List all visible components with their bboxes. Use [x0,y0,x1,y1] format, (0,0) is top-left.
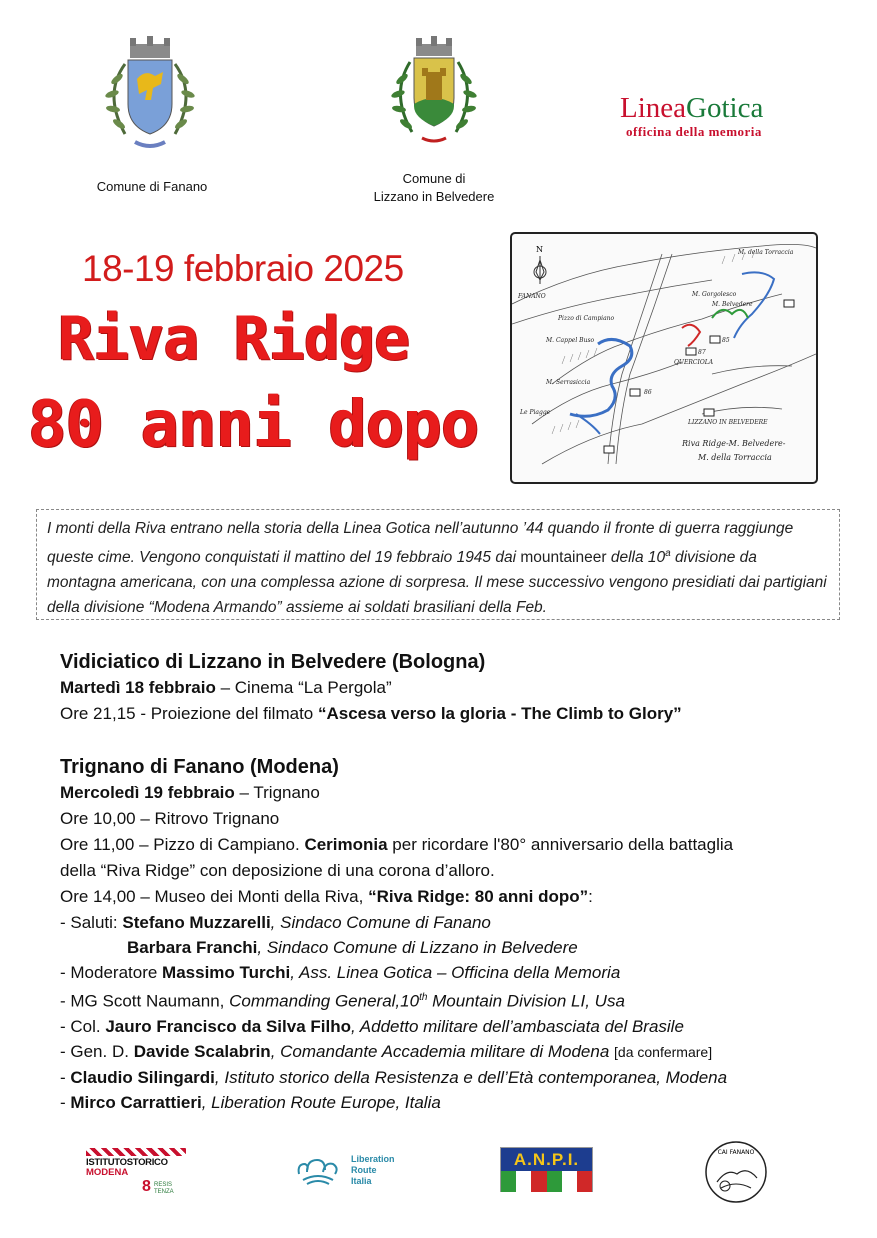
anpi-flag [501,1171,592,1192]
speaker-4-role-b: Mountain Division LI, Usa [427,991,625,1011]
eighty-mark: 8 [142,1178,151,1195]
linea-gotica-title [620,92,790,124]
liberation-route-logo [293,1152,413,1192]
day2-section [60,754,840,1115]
istituto-line1: ISTITUTOSTORICO [86,1157,168,1168]
speaker-1 [60,910,840,935]
speaker-8-name: Mirco Carrattieri [70,1092,202,1112]
intro-mountaineer: mountaineer [520,549,607,567]
day1-date-bold: Martedì 18 febbraio [60,678,216,697]
day2-ceremony [60,832,840,858]
day1-section [60,649,840,727]
speaker-1-role: , Sindaco Comune di Fanano [270,913,491,932]
speaker-1-prefix: - Saluti: [60,913,123,932]
linea-gotica-title-b: Gotica [686,92,764,124]
map-label-querciola: QUERCIOLA [674,359,714,366]
speaker-6 [60,1039,840,1065]
day2-date-bold: Mercoledì 19 febbraio [60,783,235,802]
day2-ceremony-c: per ricordare l'80° anniversario della battaglia [387,835,734,854]
anpi-logo [500,1147,593,1192]
speaker-3-name: Massimo Turchi [162,963,291,982]
speaker-2-name: Barbara Franchi [127,938,258,957]
liberation-route-icon [293,1152,343,1188]
speaker-6-prefix: - Gen. D. [60,1041,134,1061]
liberation-line1: Liberation [351,1154,395,1164]
speaker-7-role: , Istituto storico della Resistenza e dell’Età contemporanea, Modena [214,1067,728,1087]
day1-heading: Vidiciatico di Lizzano in Belvedere (Bologna) [60,651,486,673]
resistenza-text: RESIS TENZA [154,1182,174,1195]
map-label-pizzo: Pizzo di Campiano [558,315,615,322]
map-label-serrasiccia: M. Serrasiccia [546,379,591,386]
anpi-text: A.N.P.I. [501,1148,592,1171]
event-dates: 18-19 febbraio 2025 [82,248,404,289]
day2-date-rest: – Trignano [234,783,320,802]
speaker-3 [60,960,840,985]
map-caption-line2: M. della Torraccia [698,453,772,462]
map-label-cappel: M. Cappel Buso [546,337,595,344]
speaker-5-role: , Addetto militare dell’ambasciata del Brasile [350,1016,684,1036]
map-north-label: N [536,245,543,254]
cai-fanano-logo [703,1138,769,1206]
speaker-4-role-a: Commanding General,10 [229,991,420,1011]
map-label-gorgolesco: M. Gorgolesco [692,291,737,298]
day1-time-text: Ore 21,15 - Proiezione del filmato [60,704,318,723]
speaker-1-name: Stefano Muzzarelli [122,913,271,932]
day2-museum-c: : [588,887,593,906]
speaker-2 [60,935,840,960]
fanano-coat-of-arms [95,34,205,159]
speaker-3-role: , Ass. Linea Gotica – Officina della Memoria [290,963,621,982]
day1-film: “Ascesa verso la gloria - The Climb to Glory” [317,704,682,723]
map-unit-86: 86 [644,389,652,396]
compass-icon [534,256,546,284]
event-title-line2: 80 anni dopo [28,388,479,462]
map-caption-line1: Riva Ridge-M. Belvedere- [682,439,786,448]
map-label-belvedere: M. Belvedere [712,301,753,308]
intro-part3: della 10 [606,549,666,567]
liberation-line2: Route [351,1165,377,1175]
speaker-3-prefix: - Moderatore [60,963,163,982]
speaker-6-role: , Comandante Accademia militare di Modena [270,1041,615,1061]
speaker-8-role: , Liberation Route Europe, Italia [201,1092,441,1112]
liberation-line3: Italia [351,1176,372,1186]
speaker-7-prefix: - [60,1067,71,1087]
speaker-8-prefix: - [60,1092,71,1112]
day2-ceremony-b: Cerimonia [304,835,388,854]
day2-museum-a: Ore 14,00 – Museo dei Monti della Riva, [60,887,369,906]
speaker-8 [60,1090,840,1115]
linea-gotica-logo [620,92,790,140]
istituto-stripe [86,1148,186,1156]
speaker-6-name: Davide Scalabrin [133,1041,271,1061]
day2-ceremony-a: Ore 11,00 – Pizzo di Campiano. [60,835,305,854]
intro-part1: I monti della Riva entrano nella storia della Linea Gotica nell’autunno ’44 quando il fronte di guerra raggiunge queste cime. Vengono conquistati il mattino del 19 febbraio 1945 dai [47,520,794,567]
day1-time [60,701,840,727]
day2-ritrovo: Ore 10,00 – Ritrovo Trignano [60,809,280,828]
battle-map-drawing [512,234,816,482]
fanano-caption: Comune di Fanano [96,179,208,194]
lizzano-caption-line1: Comune di [402,171,466,186]
day2-ceremony-cont: della “Riva Ridge” con deposizione di una corona d’alloro. [60,861,495,880]
speaker-2-role: , Sindaco Comune di Lizzano in Belvedere [257,938,578,957]
day2-heading: Trignano di Fanano (Modena) [60,756,339,778]
speaker-4-sup: th [419,992,428,1003]
cai-text: CAI FANANO [717,1149,755,1156]
day2-museum [60,884,840,910]
speaker-5-name: Jauro Francisco da Silva Filho [105,1016,351,1036]
speaker-5-prefix: - Col. [60,1016,106,1036]
speaker-7 [60,1065,840,1090]
map-label-piagge: Le Piagge [520,409,551,416]
map-unit-85: 85 [722,337,730,344]
istituto-storico-logo [86,1148,186,1200]
lizzano-coat-of-arms [386,34,482,154]
day1-date [60,675,840,701]
day2-date [60,780,840,806]
map-label-fanano: FANANO [518,293,546,300]
speaker-4 [60,985,840,1014]
map-label-torraccia: M. della Torraccia [738,249,794,256]
intro-text [36,509,840,620]
lizzano-caption-line2: Lizzano in Belvedere [373,189,495,204]
linea-gotica-subtitle: officina della memoria [626,124,762,139]
linea-gotica-title-a: Linea [620,92,687,124]
battle-map [510,232,818,484]
speaker-4-prefix: - MG Scott Naumann, [60,991,230,1011]
intro-part4: divisione da montagna americana, con una complessa azione di sorpresa. Il mese successivo vengono presidiati dai partigiani della divisione “Modena Armando” assieme ai soldati brasiliani della Feb. [47,549,827,617]
istituto-line2: MODENA [86,1167,129,1178]
intro-sup: a [665,548,671,559]
event-title-line1: Riva Ridge [58,304,410,374]
speaker-7-name: Claudio Silingardi [70,1067,215,1087]
map-label-lizzano: LIZZANO IN BELVEDERE [688,419,768,426]
speaker-5 [60,1014,840,1039]
day1-date-rest: – Cinema “La Pergola” [215,678,392,697]
day2-museum-b: “Riva Ridge: 80 anni dopo” [368,887,589,906]
lizzano-caption [364,170,504,206]
speaker-6-note: [da confermare] [614,1043,713,1060]
map-unit-87: 87 [698,349,706,356]
